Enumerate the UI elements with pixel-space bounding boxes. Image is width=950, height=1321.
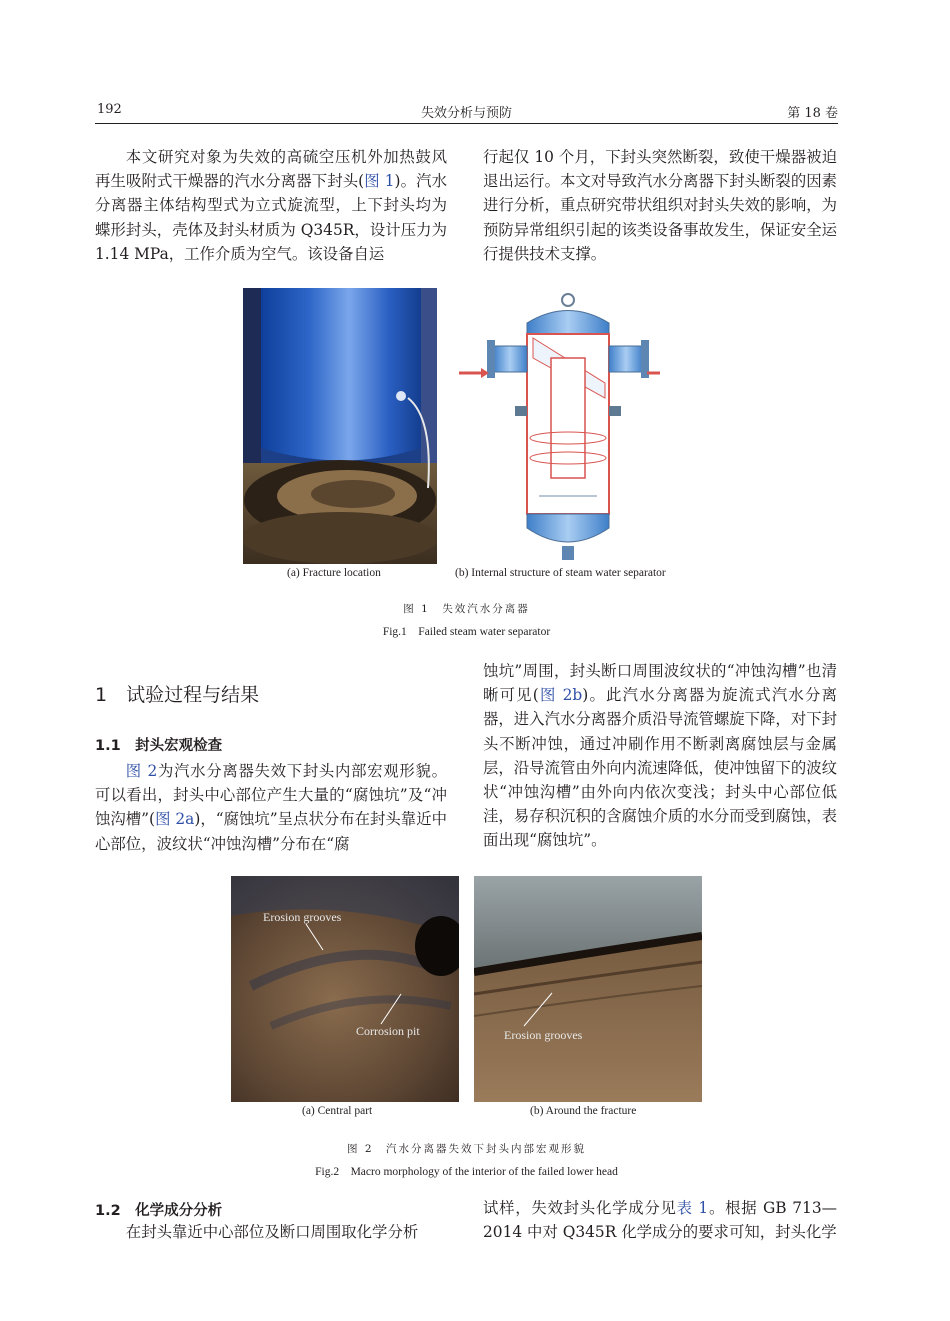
- fig1-caption-cn: 图 1 失效汽水分离器: [403, 603, 530, 615]
- fig1b-schematic: [455, 288, 665, 564]
- section-heading-1-2: 1.2 化学成分分析: [95, 1203, 223, 1219]
- header-rule: [95, 123, 838, 124]
- section-1-2-right-text: [483, 1196, 837, 1244]
- erosion-grooves-label-b: Erosion grooves: [504, 1028, 583, 1042]
- fig2b-link[interactable]: 图 2b: [538, 686, 583, 705]
- paragraph-macro-inspection-continued: 蚀坑”周围，封头断口周围波纹状的“冲蚀沟槽”也清晰可见(图 2b)。此汽水分离器为旋流式汽水分离器，进入汽水分离器介质沿导流管螺旋下降，对下封头不断冲蚀，通过冲刷作用不断剥离腐蚀层与金属层，沿导流管由外向内流速降低，使冲蚀留下的波纹状“冲蚀沟槽”由外向内依次变浅；封头中心部位低洼，易存积沉积的含腐蚀介质的水分而受到腐蚀，表面出现“腐蚀坑”。: [483, 662, 837, 850]
- section-1-2-left-text: [95, 1220, 447, 1244]
- journal-title: 失效分析与预防: [420, 106, 512, 121]
- paragraph-chemical-analysis-continued: 试样，失效封头化学成分见表 1。根据 GB 713—2014 中对 Q345R 化学成分的要求可知，封头化学: [483, 1199, 837, 1242]
- fig2-caption-en: Fig.2 Macro morphology of the interior of the failed lower head: [315, 1166, 618, 1178]
- fig2a-link[interactable]: 图 2a: [155, 810, 195, 829]
- fig1b-caption: (b) Internal structure of steam water separator: [455, 567, 666, 579]
- page-number: 192: [97, 102, 122, 117]
- running-header: [95, 100, 838, 124]
- fig2-caption-cn: 图 2 汽水分离器失效下封头内部宏观形貌: [346, 1143, 587, 1155]
- paragraph-chemical-analysis: 在封头靠近中心部位及断口周围取化学分析: [125, 1223, 419, 1241]
- intro-paragraph-continued: 行起仅 10 个月，下封头突然断裂，致使干燥器被迫退出运行。本文对导致汽水分离器下封头断裂的因素进行分析，重点研究带状组织对封头失效的影响，为预防异常组织引起的该类设备事故发生，保证安全运行提供技术支撑。: [483, 148, 837, 263]
- section-1-1-right-text: [483, 659, 837, 853]
- fig2a-photo: [231, 876, 459, 1102]
- volume-label: 第 18 卷: [787, 106, 838, 121]
- erosion-grooves-label-a: Erosion grooves: [263, 910, 342, 924]
- intro-left-column: [95, 145, 447, 266]
- table1-link[interactable]: 表 1: [676, 1199, 709, 1217]
- fig1a-caption: (a) Fracture location: [287, 567, 381, 579]
- fig1a-photo: [243, 288, 437, 564]
- section-heading-1: 1 试验过程与结果: [95, 684, 260, 706]
- paragraph-macro-inspection: 图 2为汽水分离器失效下封头内部宏观形貌。可以看出，封头中心部位产生大量的“腐蚀坑”及“冲蚀沟槽”(图 2a)，“腐蚀坑”呈点状分布在封头靠近中心部位，波纹状“冲蚀沟槽”分布在“腐: [95, 762, 447, 853]
- section-1-1-left-text: [95, 759, 447, 856]
- fig2a-caption: (a) Central part: [302, 1105, 373, 1117]
- intro-paragraph: 本文研究对象为失效的高硫空压机外加热鼓风再生吸附式干燥器的汽水分离器下封头(图 1)。汽水分离器主体结构型式为立式旋流型，上下封头均为蝶形封头，壳体及封头材质为 Q345R，设计压力为 1.14 MPa，工作介质为空气。该设备自运: [95, 148, 447, 263]
- section-heading-1-1: 1.1 封头宏观检查: [95, 738, 223, 754]
- fig1-link[interactable]: 图 1: [364, 172, 395, 191]
- fig2-link[interactable]: 图 2: [125, 762, 158, 780]
- fig2b-caption: (b) Around the fracture: [530, 1105, 637, 1117]
- fig1-caption-en: Fig.1 Failed steam water separator: [382, 626, 551, 638]
- intro-right-column: [483, 145, 837, 266]
- corrosion-pit-label: Corrosion pit: [356, 1024, 420, 1038]
- fig2b-photo: [474, 876, 702, 1102]
